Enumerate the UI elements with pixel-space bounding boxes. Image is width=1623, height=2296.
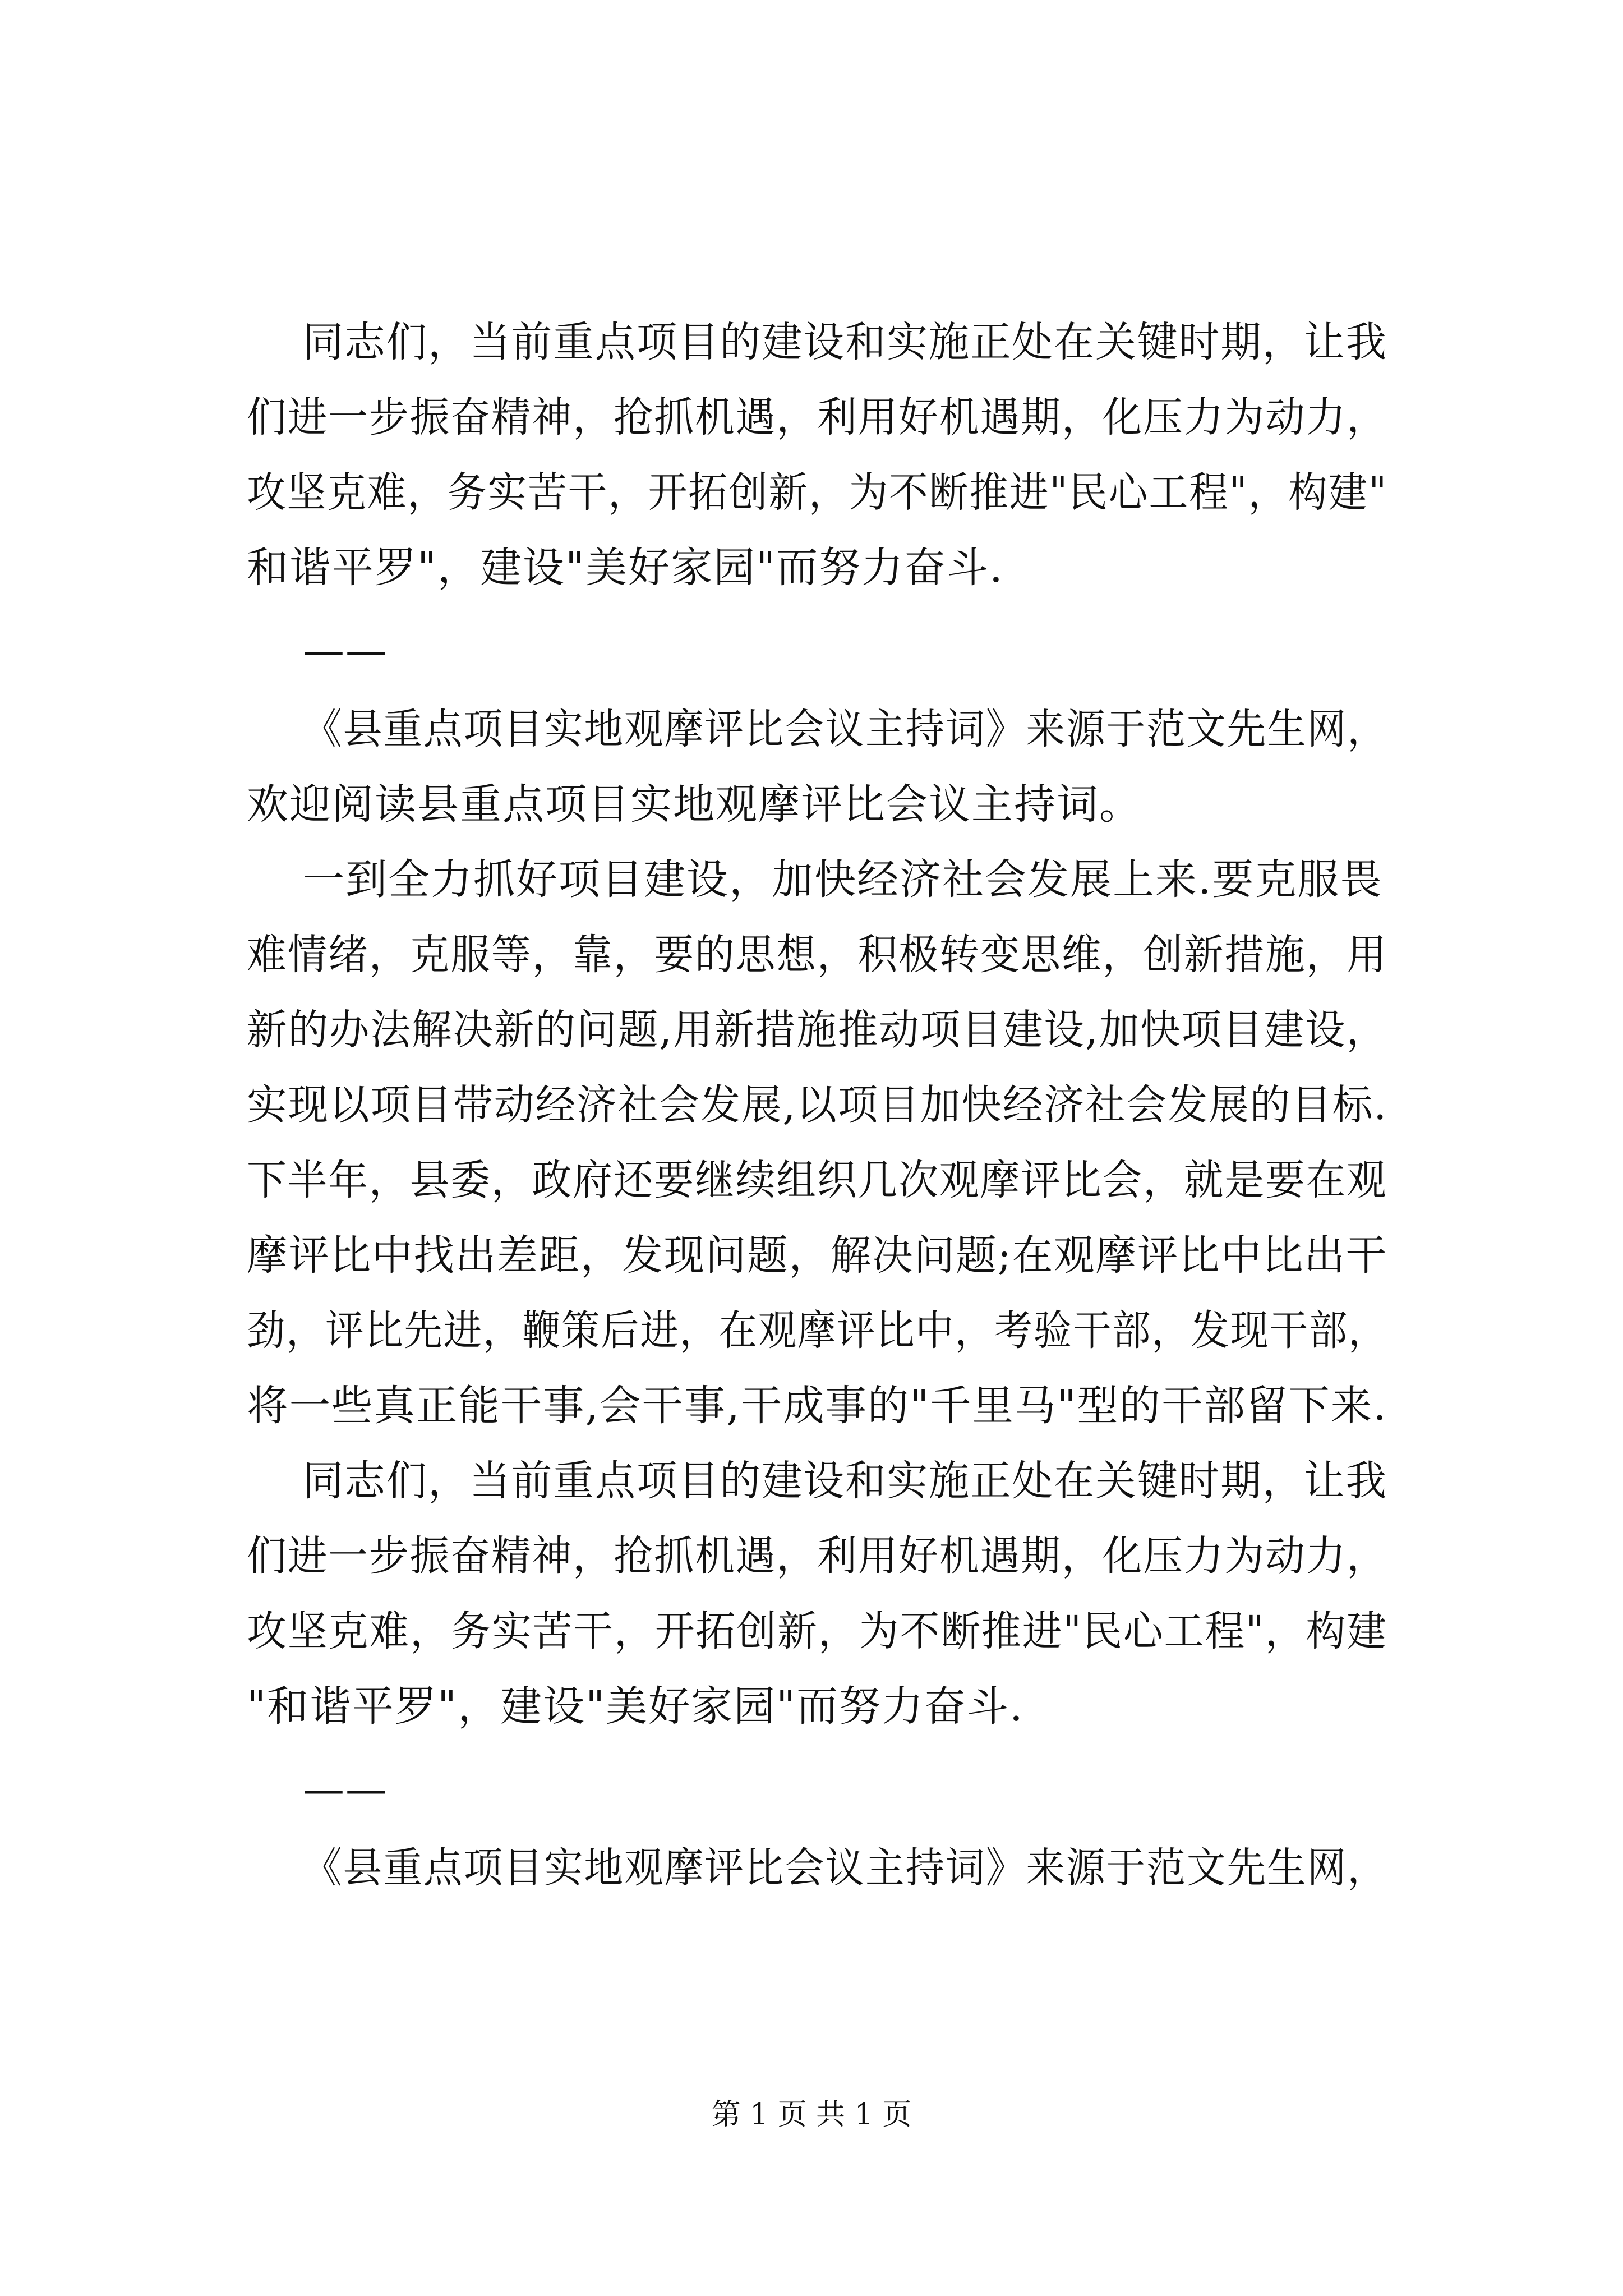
paragraph-line: 《县重点项目实地观摩评比会议主持词》来源于范文先生网，: [303, 705, 1388, 753]
paragraph-line: 们进一步振奋精神，抢抓机遇，利用好机遇期，化压力为动力，: [247, 393, 1387, 441]
separator-line: ——: [303, 1765, 388, 1814]
separator-line: ——: [303, 627, 388, 675]
paragraph-line: 同志们，当前重点项目的建设和实施正处在关键时期，让我: [303, 318, 1387, 366]
paragraph-line: 一到全力抓好项目建设，加快经济社会发展上来.要克服畏: [303, 855, 1383, 904]
paragraph-line: 新的办法解决新的问题,用新措施推动项目建设,加快项目建设，: [247, 1006, 1388, 1054]
paragraph-line: 同志们，当前重点项目的建设和实施正处在关键时期，让我: [303, 1457, 1387, 1505]
paragraph-line: 下半年，县委，政府还要继续组织几次观摩评比会，就是要在观: [247, 1156, 1387, 1204]
paragraph-line: 们进一步振奋精神，抢抓机遇，利用好机遇期，化压力为动力，: [247, 1532, 1387, 1580]
paragraph-line: 攻坚克难，务实苦干，开拓创新，为不断推进"民心工程"，构建": [247, 468, 1388, 517]
page-footer: 第 1 页 共 1 页: [711, 2098, 912, 2132]
paragraph-line: 攻坚克难，务实苦干，开拓创新，为不断推进"民心工程"，构建: [247, 1607, 1388, 1655]
paragraph-line: 难情绪，克服等，靠，要的思想，积极转变思维，创新措施，用: [247, 931, 1387, 979]
paragraph-line: 《县重点项目实地观摩评比会议主持词》来源于范文先生网，: [303, 1844, 1388, 1892]
paragraph-line: 摩评比中找出差距，发现问题，解决问题;在观摩评比中比出干: [247, 1231, 1388, 1280]
paragraph-line: "和谐平罗"，建设"美好家园"而努力奋斗.: [247, 1682, 1024, 1731]
paragraph-line: 将一些真正能干事,会干事,干成事的"千里马"型的干部留下来.: [247, 1382, 1387, 1430]
paragraph-line: 劲，评比先进，鞭策后进，在观摩评比中，考验干部，发现干部，: [247, 1306, 1388, 1355]
paragraph-line: 和谐平罗"，建设"美好家园"而努力奋斗.: [247, 544, 1004, 592]
paragraph-line: 实现以项目带动经济社会发展,以项目加快经济社会发展的目标.: [247, 1081, 1388, 1129]
paragraph-line: 欢迎阅读县重点项目实地观摩评比会议主持词。: [247, 780, 1142, 829]
